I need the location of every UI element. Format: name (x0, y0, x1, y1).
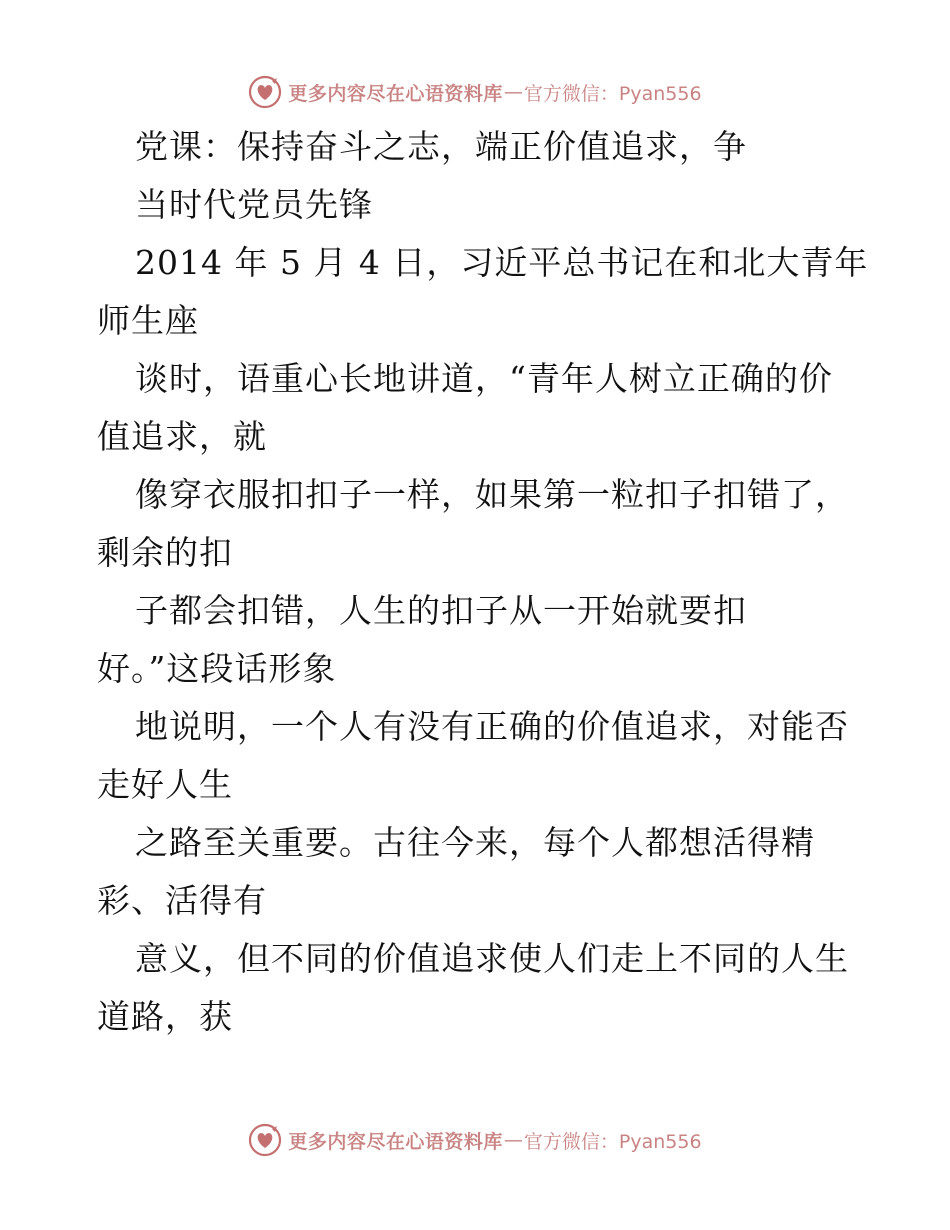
text-line: 剩余的扣 (97, 533, 233, 572)
text-line: 彩、活得有 (97, 881, 267, 920)
text-line: 意义，但不同的价值追求使人们走上不同的人生 (135, 939, 849, 978)
text-line: 走好人生 (97, 765, 233, 804)
text-line: 谈时，语重心长地讲道，“青年人树立正确的价 (135, 359, 833, 398)
heart-pen-logo-icon (248, 75, 282, 109)
header-wechat-text: 官方微信：Pyan556 (523, 82, 702, 105)
text-line: 2014 年 5 月 4 日，习近平总书记在和北大青年 (135, 243, 869, 282)
text-line: 像穿衣服扣扣子一样，如果第一粒扣子扣错了， (135, 475, 849, 514)
header-brand-text: 更多内容尽在心语资料库 (288, 82, 503, 105)
text-line: 当时代党员先锋 (135, 185, 373, 224)
footer-wechat-text: 官方微信：Pyan556 (523, 1130, 702, 1153)
text-line: 师生座 (97, 301, 199, 340)
text-line: 地说明，一个人有没有正确的价值追求，对能否 (135, 707, 849, 746)
text-line: 好。”这段话形象 (97, 649, 337, 688)
text-line: 党课：保持奋斗之志，端正价值追求，争 (135, 127, 747, 166)
text-line: 道路，获 (97, 997, 233, 1036)
header-separator: — (503, 81, 523, 103)
text-line: 子都会扣错，人生的扣子从一开始就要扣 (135, 591, 747, 630)
text-line: 值追求，就 (97, 417, 267, 456)
footer-separator: — (503, 1129, 523, 1151)
footer-banner (0, 1120, 950, 1160)
text-line: 之路至关重要。古往今来，每个人都想活得精 (135, 823, 815, 862)
header-banner (0, 72, 950, 112)
footer-brand-text: 更多内容尽在心语资料库 (288, 1130, 503, 1153)
document-body (97, 118, 877, 1046)
heart-pen-logo-icon (248, 1123, 282, 1157)
